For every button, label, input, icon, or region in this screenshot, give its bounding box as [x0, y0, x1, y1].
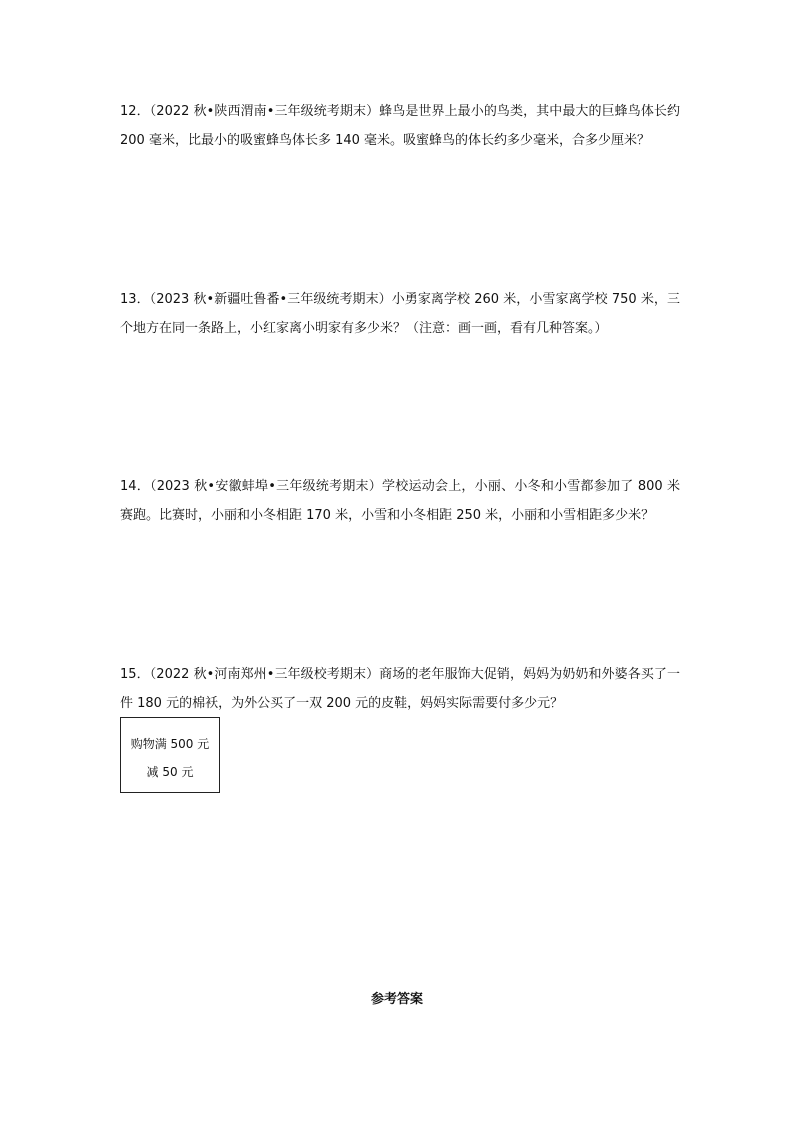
question-source: （2022 秋•河南郑州•三年级校考期末）	[149, 667, 380, 682]
question-15	[120, 660, 680, 718]
question-source: （2022 秋•陕西渭南•三年级统考期末）	[149, 104, 380, 119]
question-text: 学校运动会上，小丽、小冬和小雪都参加了 800 米赛跑。比赛时，小丽和小冬相距 170 米，小雪和小冬相距 250 米，小丽和小雪相距多少米？	[120, 479, 680, 523]
promo-line-1: 购物满 500 元	[130, 737, 210, 751]
promo-line-2: 减 50 元	[146, 765, 194, 779]
question-number: 12．	[120, 104, 150, 119]
question-source: （2023 秋•安徽蚌埠•三年级统考期末）	[150, 479, 383, 494]
question-number: 14．	[120, 479, 151, 494]
promo-box	[120, 717, 220, 793]
question-number: 15．	[120, 667, 150, 682]
question-number: 13．	[120, 292, 150, 307]
question-text: 小勇家离学校 260 米，小雪家离学校 750 米，三个地方在同一条路上，小红家离小明家有多少米？（注意：画一画，看有几种答案。）	[120, 292, 680, 336]
answer-heading: 参考答案	[370, 992, 423, 1007]
question-text: 蜂鸟是世界上最小的鸟类，其中最大的巨蜂鸟体长约 200 毫米，比最小的吸蜜蜂鸟体长多 140 毫米。吸蜜蜂鸟的体长约多少毫米，合多少厘米？	[120, 104, 680, 148]
question-14	[120, 472, 680, 530]
question-text: 商场的老年服饰大促销，妈妈为奶奶和外婆各买了一件 180 元的棉袄，为外公买了一双 200 元的皮鞋，妈妈实际需要付多少元？	[120, 667, 680, 711]
question-source: （2023 秋•新疆吐鲁番•三年级统考期末）	[149, 292, 392, 307]
question-13	[120, 285, 680, 343]
question-12	[120, 97, 680, 155]
